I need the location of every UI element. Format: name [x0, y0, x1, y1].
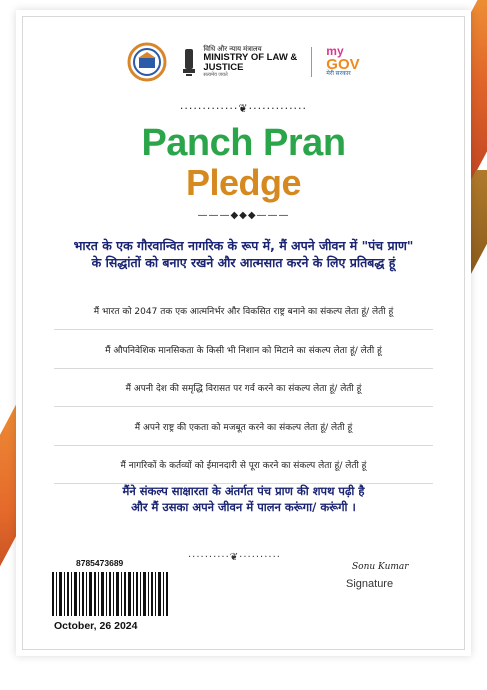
pledge-date: October, 26 2024: [54, 620, 138, 632]
closing-line-2: और मैं उसका अपने जीवन में पालन करूंगा/ करूंगी ।: [131, 500, 356, 515]
ministry-name-hindi: विधि और न्याय मंत्रालय: [203, 45, 262, 53]
ministry-name-line1: MINISTRY OF LAW &: [203, 52, 298, 64]
signature-name: Sonu Kumar: [352, 562, 409, 572]
ornament-divider-icon: ··········❦··········: [188, 552, 281, 563]
ashoka-lion-icon: [181, 45, 197, 79]
ministry-motto: सत्यमेव जयते: [203, 72, 228, 79]
pledge-list: [54, 292, 433, 485]
phone-number: 8785473689: [76, 558, 124, 568]
title-pledge: Pledge: [185, 162, 302, 203]
pledge-item: मैं नागरिकों के कर्तव्यों को ईमानदारी से पूरा करने का संकल्प लेता हूं/ लेती हूं: [54, 446, 433, 484]
mygov-gov-text: GOV: [326, 55, 360, 73]
ornament-divider-icon: ·············❦·············: [179, 102, 308, 115]
ornament-divider-icon: ———◆◆◆———: [197, 210, 290, 221]
mygov-my-text: my: [326, 44, 344, 59]
logo-separator: [311, 47, 312, 77]
barcode-icon: [52, 572, 170, 616]
intro-statement: [38, 238, 449, 272]
title-panch-pran: Panch Pran: [141, 122, 346, 164]
intro-line-1: भारत के एक गौरवान्वित नागरिक के रूप में, मैं अपने जीवन में "पंच प्राण": [73, 238, 414, 253]
ministry-logo: [181, 45, 297, 79]
ministry-name-line2: JUSTICE: [203, 62, 244, 74]
signature-label: Signature: [346, 578, 394, 590]
pledge-item: मैं अपने राष्ट्र की एकता को मजबूत करने का संकल्प लेता हूं/ लेती हूं: [54, 408, 433, 446]
mygov-logo: [326, 46, 359, 77]
law-ministry-emblem-icon: [127, 42, 167, 82]
header-logos: [16, 38, 471, 86]
intro-line-2: के सिद्धांतों को बनाए रखने और आत्मसात करने के लिए प्रतिबद्ध हूं: [91, 254, 396, 270]
closing-statement: [38, 483, 449, 515]
closing-line-1: मैंने संकल्प साक्षारता के अंतर्गत पंच प्राण की शपथ पढ़ी है: [122, 484, 365, 498]
pledge-certificate: [16, 10, 471, 656]
pledge-item: मैं औपनिवेशिक मानसिकता के किसी भी निशान को मिटाने का संकल्प लेता हूं/ लेती हूं: [54, 331, 433, 369]
mygov-tagline: मेरी सरकार: [326, 70, 351, 77]
pledge-item: मैं भारत को 2047 तक एक आत्मनिर्भर और विकसित राष्ट्र बनाने का संकल्प लेता हूं/ लेती हूं: [54, 292, 433, 330]
pledge-item: मैं अपनी देश की समृद्धि विरासत पर गर्व करने का संकल्प लेता हूं/ लेती हूं: [54, 369, 433, 407]
